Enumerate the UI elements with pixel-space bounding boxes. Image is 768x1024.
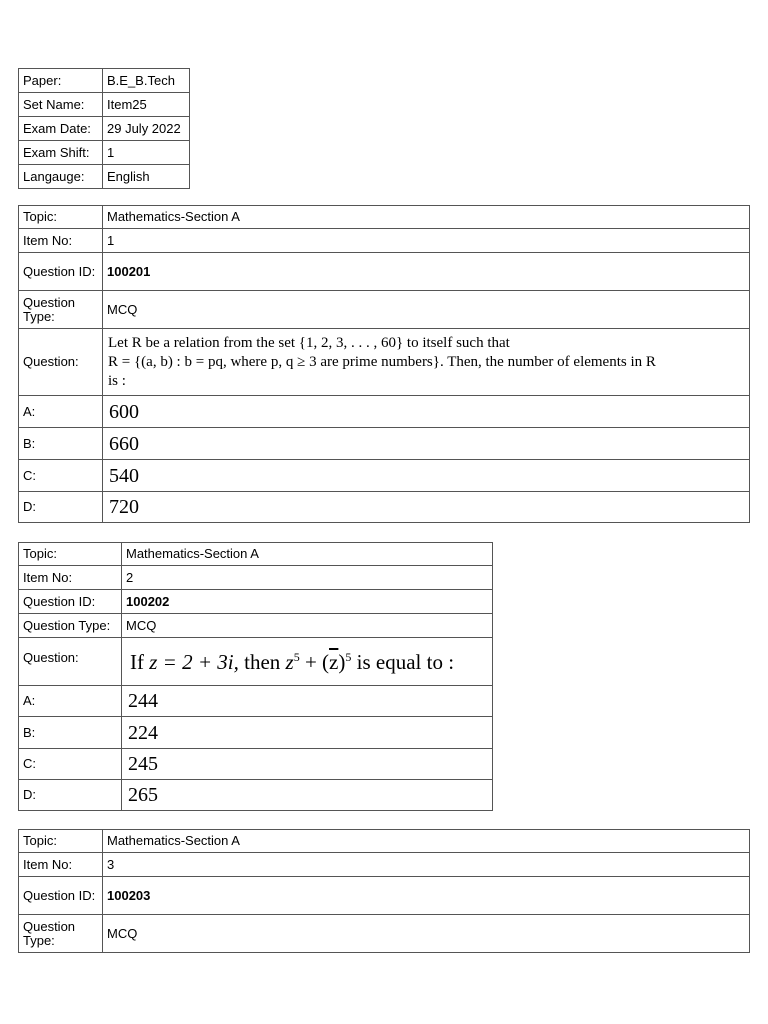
q2-zbar-group: $(\overline{z})$ [322, 649, 346, 674]
q2-exponent-1: 5 [293, 649, 300, 664]
q1-question-row [19, 329, 750, 396]
q3-item-no-value: 3 [103, 853, 750, 877]
q1-option-c-row [19, 460, 750, 492]
exam-date-value: 29 July 2022 [103, 117, 190, 141]
q1-question-id-label: Question ID: [19, 253, 103, 291]
q2-text-z: z [285, 649, 294, 674]
language-row [19, 165, 190, 189]
q1-option-a-value: 600 [103, 396, 750, 428]
paper-label: Paper: [19, 69, 103, 93]
q2-option-d-value: 265 [122, 780, 493, 811]
q1-question-text [103, 329, 750, 396]
q1-question-line-3: is : [108, 372, 126, 389]
q2-question-id-row [19, 590, 493, 614]
q2-option-c-label: C: [19, 749, 122, 780]
paper-info-table [18, 68, 190, 189]
exam-shift-value: 1 [103, 141, 190, 165]
q2-topic-row [19, 543, 493, 566]
q2-question-type-value: MCQ [122, 614, 493, 638]
q2-topic-label: Topic: [19, 543, 122, 566]
paper-value: B.E_B.Tech [103, 69, 190, 93]
q2-question-type-row [19, 614, 493, 638]
q3-question-type-value: MCQ [103, 915, 750, 953]
q2-item-no-label: Item No: [19, 566, 122, 590]
q1-option-c-value: 540 [103, 460, 750, 492]
q1-option-c-label: C: [19, 460, 103, 492]
q1-question-id-value: 100201 [103, 253, 750, 291]
q2-text-if: If [130, 649, 144, 674]
q3-question-type-row [19, 915, 750, 953]
q3-question-id-row [19, 877, 750, 915]
q2-option-a-row [19, 686, 493, 717]
q1-topic-row [19, 206, 750, 229]
q1-topic-value: Mathematics-Section A [103, 206, 750, 229]
q2-option-a-value: 244 [122, 686, 493, 717]
question-2-table [18, 542, 493, 811]
exam-shift-label: Exam Shift: [19, 141, 103, 165]
q2-option-b-value: 224 [122, 717, 493, 749]
q2-topic-value: Mathematics-Section A [122, 543, 493, 566]
q1-question-type-label: Question Type: [19, 291, 103, 329]
q1-question-line-1: Let R be a relation from the set {1, 2, 3, . . . , 60} to itself such that [108, 334, 510, 351]
exam-date-label: Exam Date: [19, 117, 103, 141]
q1-option-d-label: D: [19, 492, 103, 523]
q3-topic-value: Mathematics-Section A [103, 830, 750, 853]
q2-option-b-label: B: [19, 717, 122, 749]
q3-topic-label: Topic: [19, 830, 103, 853]
language-value: English [103, 165, 190, 189]
q1-option-b-value: 660 [103, 428, 750, 460]
q1-item-no-label: Item No: [19, 229, 103, 253]
q1-question-type-value: MCQ [103, 291, 750, 329]
q2-text-then: then [244, 649, 281, 674]
q2-option-c-value: 245 [122, 749, 493, 780]
q2-exponent-2: 5 [345, 649, 352, 664]
q1-item-no-value: 1 [103, 229, 750, 253]
exam-date-row [19, 117, 190, 141]
q2-question-type-label: Question Type: [19, 614, 122, 638]
q1-question-type-row [19, 291, 750, 329]
q2-option-a-label: A: [19, 686, 122, 717]
q2-question-id-value: 100202 [122, 590, 493, 614]
q2-item-no-value: 2 [122, 566, 493, 590]
q2-question-id-label: Question ID: [19, 590, 122, 614]
q1-option-a-label: A: [19, 396, 103, 428]
question-3-table [18, 829, 750, 953]
q3-question-id-label: Question ID: [19, 877, 103, 915]
set-name-label: Set Name: [19, 93, 103, 117]
set-name-row [19, 93, 190, 117]
q1-question-id-row [19, 253, 750, 291]
q2-text-plus: + [304, 649, 317, 674]
q2-question-label: Question: [19, 638, 122, 686]
q3-question-id-value: 100203 [103, 877, 750, 915]
q1-option-a-row [19, 396, 750, 428]
q1-item-no-row [19, 229, 750, 253]
q2-option-d-label: D: [19, 780, 122, 811]
language-label: Langauge: [19, 165, 103, 189]
q1-option-b-row [19, 428, 750, 460]
q2-question-text [122, 638, 493, 686]
q2-text-tail: is equal to : [356, 649, 455, 674]
q2-option-c-row [19, 749, 493, 780]
q2-text-zbar: $\overline{z}$ [329, 649, 339, 674]
q1-question-line-2: R = {(a, b) : b = pq, where p, q ≥ 3 are prime numbers}. Then, the number of elements in R [108, 353, 656, 370]
q2-question-row [19, 638, 493, 686]
q1-option-b-label: B: [19, 428, 103, 460]
q2-option-b-row [19, 717, 493, 749]
q3-item-no-label: Item No: [19, 853, 103, 877]
q2-item-no-row [19, 566, 493, 590]
q1-topic-label: Topic: [19, 206, 103, 229]
exam-shift-row [19, 141, 190, 165]
question-1-table [18, 205, 750, 523]
set-name-value: Item25 [103, 93, 190, 117]
paper-row [19, 69, 190, 93]
q2-option-d-row [19, 780, 493, 811]
q3-topic-row [19, 830, 750, 853]
q1-option-d-row [19, 492, 750, 523]
q2-text-z-eq: z = 2 + 3i, [149, 649, 239, 674]
q1-question-label: Question: [19, 329, 103, 396]
q3-question-type-label: Question Type: [19, 915, 103, 953]
q3-item-no-row [19, 853, 750, 877]
q1-option-d-value: 720 [103, 492, 750, 523]
